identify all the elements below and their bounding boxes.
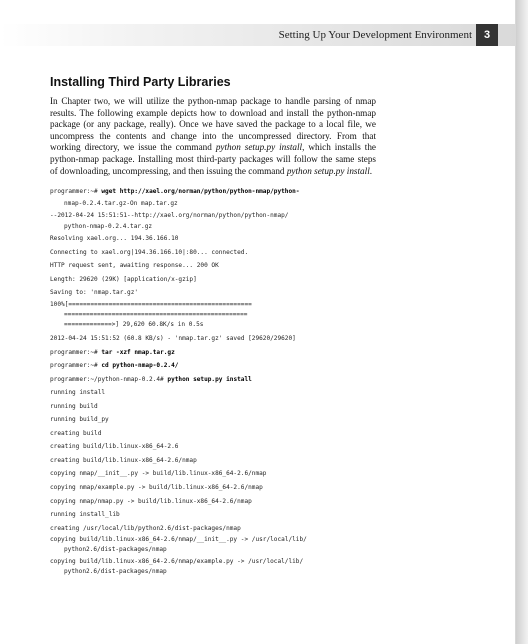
shell-prompt: programmer:~# <box>50 348 102 356</box>
running-header <box>0 24 516 46</box>
terminal-line: 100%[================================================== <box>50 300 252 308</box>
terminal-line: python2.6/dist-packages/nmap <box>64 568 167 576</box>
terminal-listing <box>50 185 376 579</box>
terminal-line <box>50 185 376 199</box>
paragraph-text: In Chapter two, we will utilize the python-nmap package to handle parsing of nmap results. The following example depicts how to download and install the python-nmap package (or any package, really). Once we have saved the package to a local file, we uncompress the contents and change into the uncompressed directory. From that working directory, we issue the command <box>50 96 376 153</box>
paragraph-text: , which installs the python-nmap package. Installing most third-party packages will follow the same steps of downloading, uncompressing, and then issuing the command <box>50 142 376 176</box>
header-title: Setting Up Your Development Environment <box>278 29 472 41</box>
terminal-line: running install <box>50 389 106 397</box>
terminal-line: creating build <box>50 429 102 437</box>
shell-prompt: programmer:~# <box>50 362 102 370</box>
inline-command: python setup.py install <box>215 142 303 153</box>
terminal-line <box>50 346 376 360</box>
terminal-line: Length: 29620 (29K) [application/x-gzip] <box>50 275 197 283</box>
terminal-line: Resolving xael.org... 194.36.166.10 <box>50 235 179 243</box>
terminal-line: creating build/lib.linux-x86_64-2.6/nmap <box>50 456 197 464</box>
shell-command: wget http://xael.org/norman/python/python-nmap/python- <box>101 188 300 196</box>
shell-command: tar -xzf nmap.tar.gz <box>101 348 175 356</box>
shell-command: python setup.py install <box>167 375 252 383</box>
page-content <box>50 75 376 579</box>
terminal-line: python-nmap-0.2.4.tar.gz <box>64 223 153 231</box>
terminal-line: running build <box>50 402 98 410</box>
section-heading: Installing Third Party Libraries <box>50 75 231 89</box>
terminal-line: running install_lib <box>50 511 120 519</box>
terminal-line: 2012-04-24 15:51:52 (60.8 KB/s) - 'nmap.tar.gz' saved [29620/29620] <box>50 334 296 342</box>
terminal-line <box>50 373 376 387</box>
terminal-line: copying nmap/__init__.py -> build/lib.linux-x86_64-2.6/nmap <box>50 470 267 478</box>
terminal-line: HTTP request sent, awaiting response... 200 OK <box>50 262 219 270</box>
terminal-line: Saving to: 'nmap.tar.gz' <box>50 289 139 297</box>
terminal-line: =============>] 29,620 60.8K/s in 0.5s <box>64 320 204 328</box>
shell-prompt: programmer:~/python-nmap-0.2.4# <box>50 375 168 383</box>
terminal-line: creating build/lib.linux-x86_64-2.6 <box>50 443 179 451</box>
shell-command: cd python-nmap-0.2.4/ <box>101 362 179 370</box>
terminal-line: ================================================== <box>64 310 248 318</box>
page-edge-shadow <box>516 0 528 644</box>
page-number: 3 <box>476 24 498 46</box>
terminal-line: creating /usr/local/lib/python2.6/dist-packages/nmap <box>50 524 241 532</box>
terminal-line: copying nmap/nmap.py -> build/lib.linux-x86_64-2.6/nmap <box>50 497 252 505</box>
terminal-line: copying nmap/example.py -> build/lib.linux-x86_64-2.6/nmap <box>50 484 263 491</box>
shell-prompt: programmer:~# <box>50 188 102 196</box>
terminal-line: running build_py <box>50 416 109 424</box>
body-paragraph <box>50 96 376 177</box>
inline-command: python setup.py install <box>286 165 370 176</box>
terminal-line: Connecting to xael.org|194.36.166.10|:80... connected. <box>50 248 249 256</box>
terminal-line: copying build/lib.linux-x86_64-2.6/nmap/example.py -> /usr/local/lib/ <box>50 558 304 566</box>
terminal-line <box>50 359 376 373</box>
terminal-line: --2012-04-24 15:51:51--http://xael.org/norman/python/python-nmap/ <box>50 211 289 219</box>
paragraph-text: . <box>369 165 373 176</box>
terminal-line: nmap-0.2.4.tar.gz-On map.tar.gz <box>64 199 178 207</box>
terminal-line: copying build/lib.linux-x86_64-2.6/nmap/__init__.py -> /usr/local/lib/ <box>50 536 307 544</box>
terminal-line: python2.6/dist-packages/nmap <box>64 546 167 554</box>
